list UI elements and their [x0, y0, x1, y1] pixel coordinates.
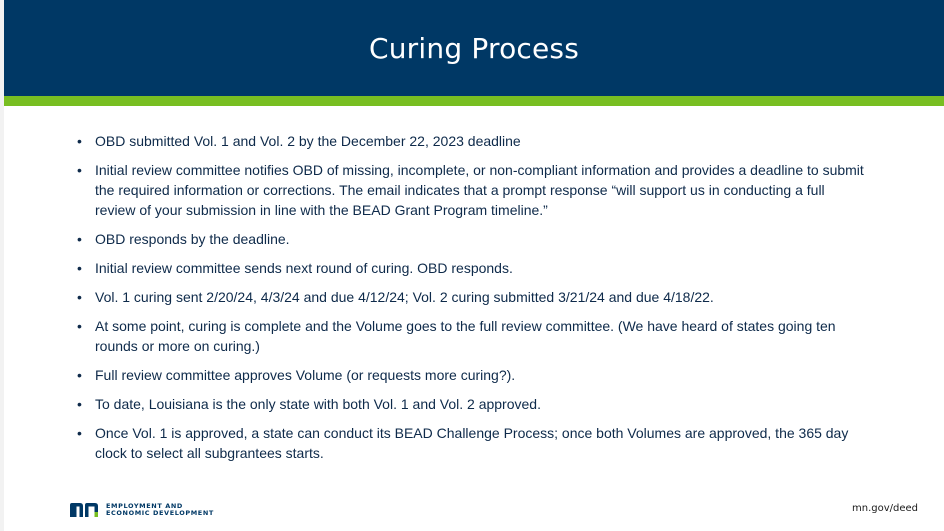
slide-title: Curing Process	[368, 31, 580, 65]
bullet-text: At some point, curing is complete and the Volume goes to the full review committee. (We have heard of states going ten rounds or more on curing.)	[95, 318, 836, 354]
logo-line-1: EMPLOYMENT AND	[106, 502, 183, 510]
bullet-item	[75, 394, 865, 414]
bullet-dot: •	[77, 367, 82, 383]
bullet-item	[75, 423, 865, 463]
bullet-item	[75, 160, 865, 220]
bullet-dot: •	[77, 260, 82, 276]
logo-line-2: ECONOMIC DEVELOPMENT	[106, 509, 214, 517]
bullet-dot: •	[77, 425, 82, 441]
bullet-text: Once Vol. 1 is approved, a state can conduct its BEAD Challenge Process; once both Volumes are approved, the 365 day clock to select all subgrantees starts.	[95, 425, 849, 461]
bullet-dot: •	[77, 396, 82, 412]
bullet-dot: •	[77, 162, 82, 178]
header-accent-bar	[4, 96, 944, 106]
bullet-item	[75, 229, 865, 249]
logo-wordmark	[106, 503, 214, 517]
bullet-text: OBD responds by the deadline.	[95, 231, 290, 247]
bullet-item	[75, 287, 865, 307]
bullet-text: OBD submitted Vol. 1 and Vol. 2 by the December 22, 2023 deadline	[95, 133, 521, 149]
bullet-text: Initial review committee notifies OBD of missing, incomplete, or non-compliant information and provides a deadline to submit the required information or corrections. The email indicates that a prompt response “will support us in conducting a full review of your submission in line with the BEAD Grant Program timeline.”	[95, 162, 864, 218]
mn-logo-icon	[70, 503, 100, 517]
bullet-dot: •	[77, 133, 82, 149]
bullet-item	[75, 316, 865, 356]
bullet-text: Vol. 1 curing sent 2/20/24, 4/3/24 and due 4/12/24; Vol. 2 curing submitted 3/21/24 and due 4/18/22.	[95, 289, 714, 305]
bullet-item	[75, 365, 865, 385]
deed-logo	[70, 500, 214, 520]
bullet-text: Full review committee approves Volume (or requests more curing?).	[95, 367, 516, 383]
bullet-dot: •	[77, 318, 82, 334]
footer-url: mn.gov/deed	[851, 503, 918, 514]
bullet-item	[75, 258, 865, 278]
bullet-list	[75, 131, 865, 472]
bullet-dot: •	[77, 289, 82, 305]
bullet-text: To date, Louisiana is the only state with both Vol. 1 and Vol. 2 approved.	[95, 396, 541, 412]
bullet-text: Initial review committee sends next round of curing. OBD responds.	[95, 260, 513, 276]
bullet-item	[75, 131, 865, 151]
bullet-dot: •	[77, 231, 82, 247]
slide-header	[4, 0, 944, 96]
